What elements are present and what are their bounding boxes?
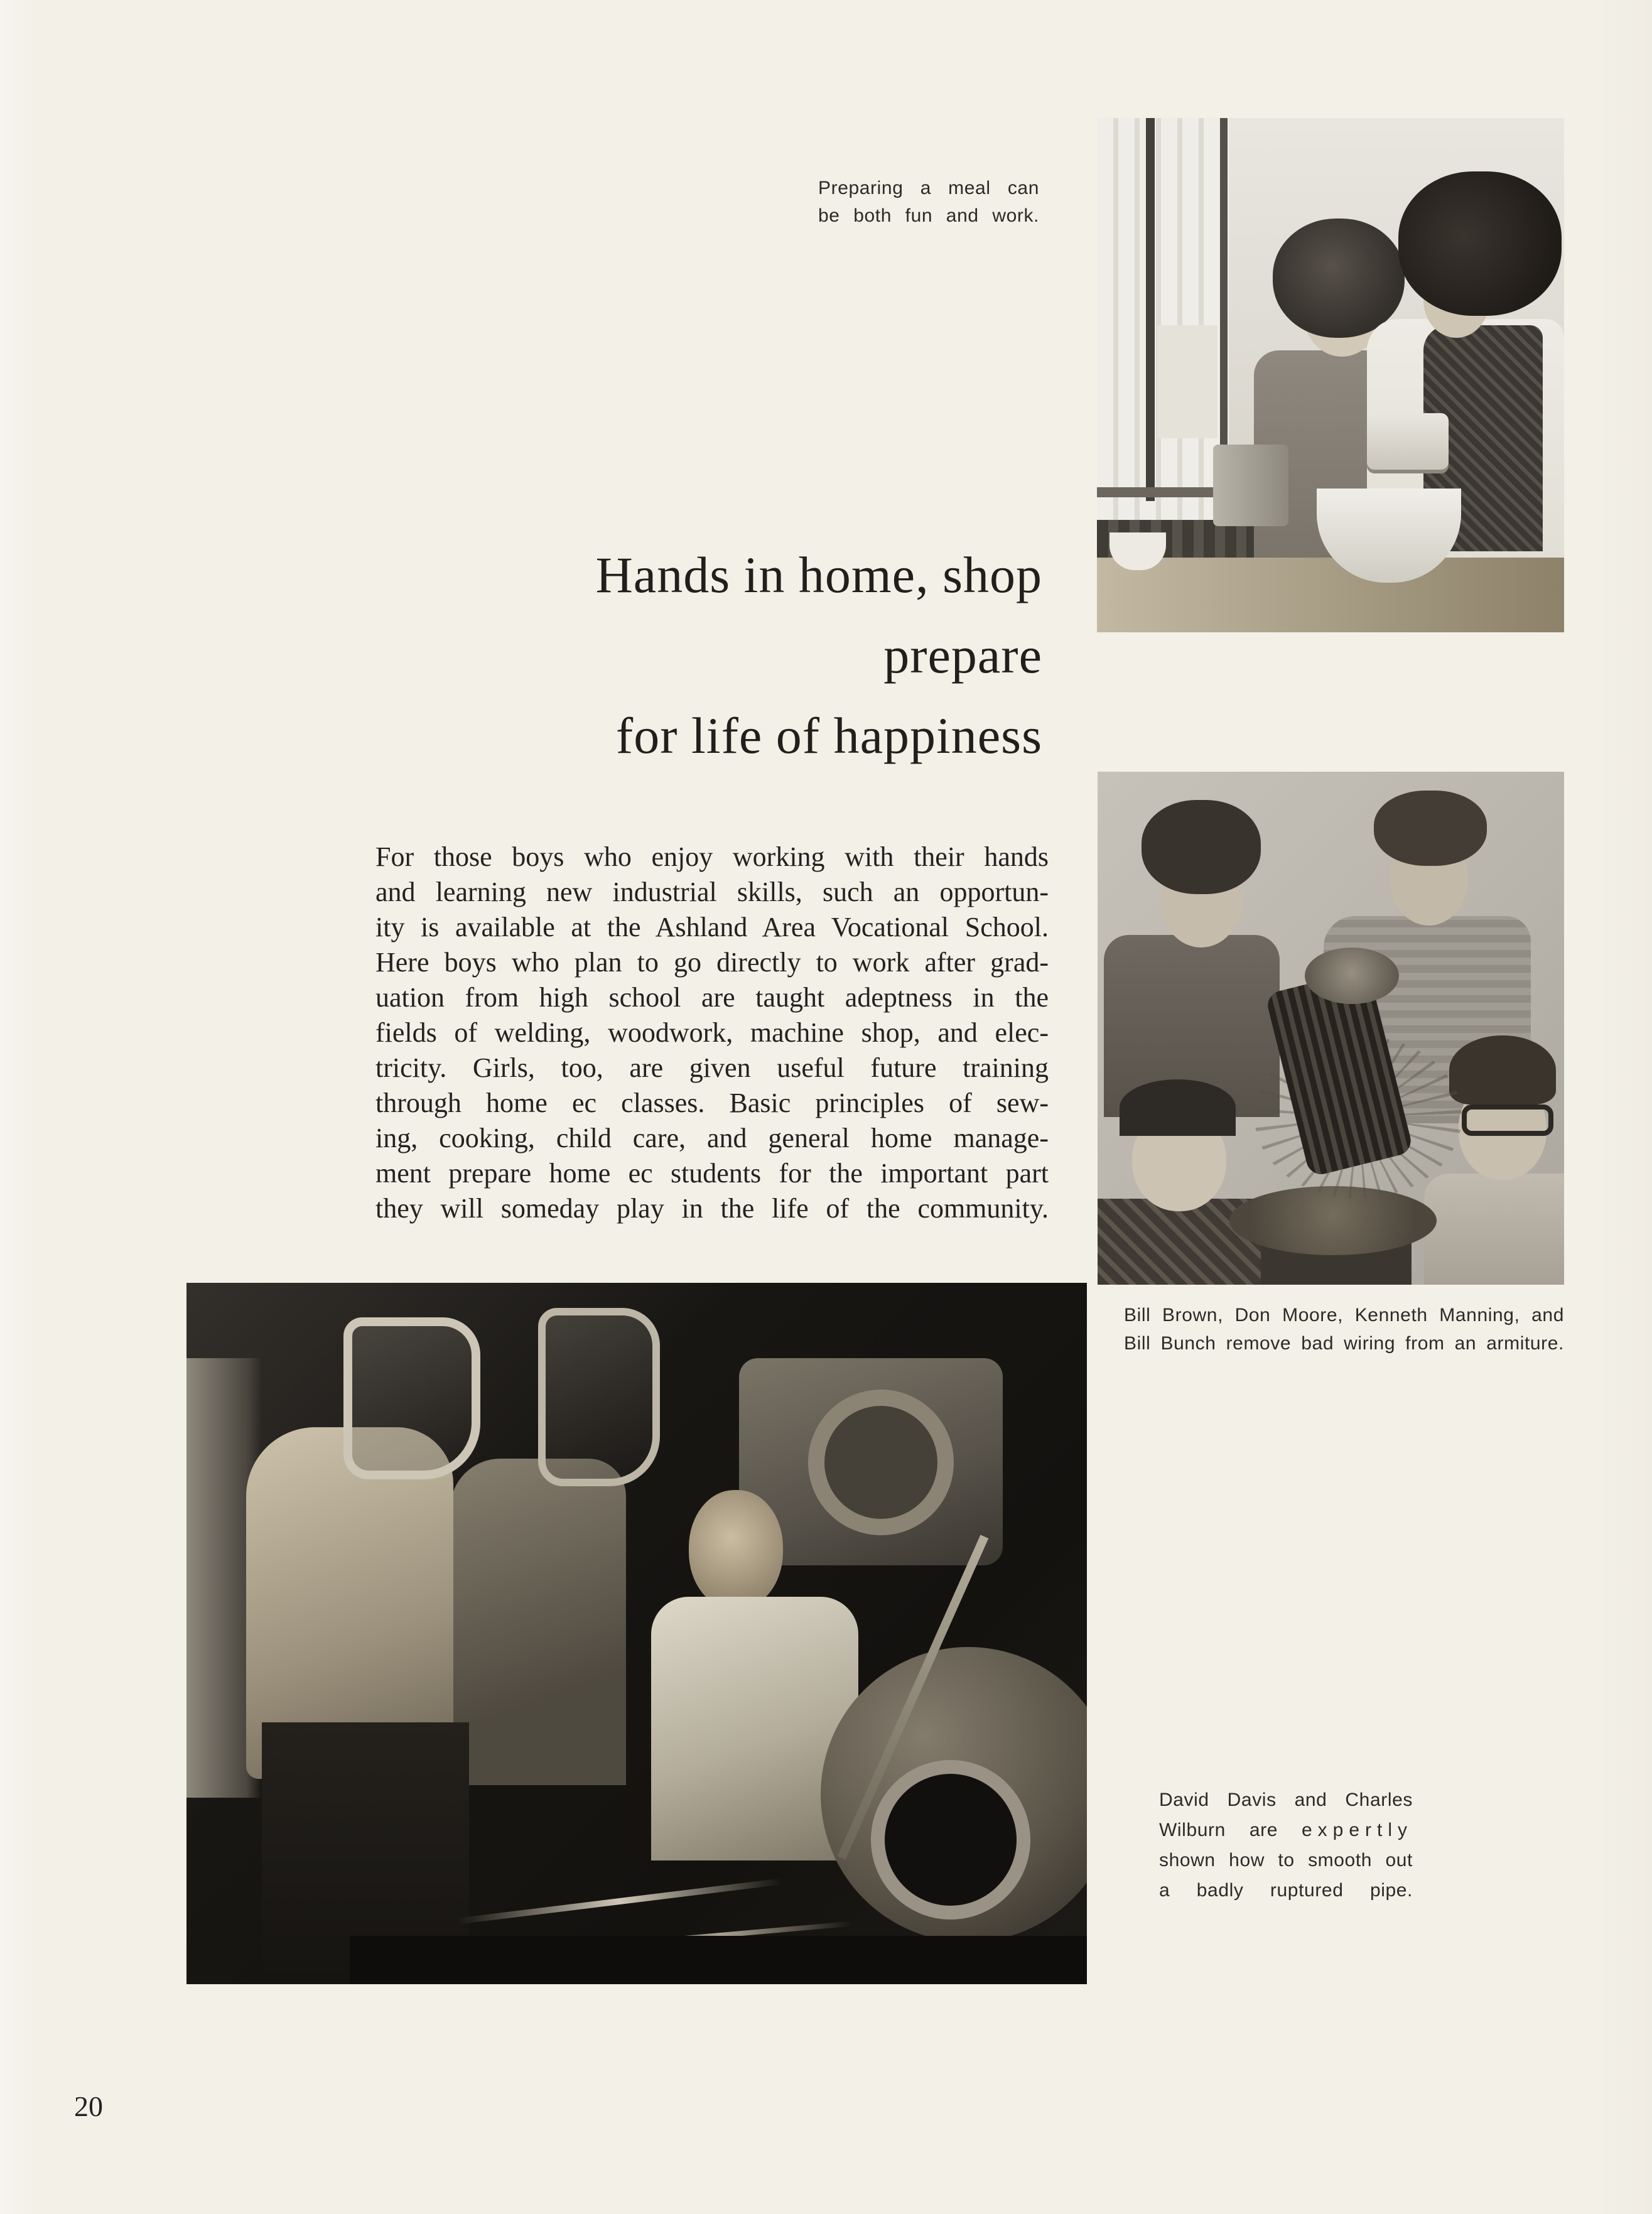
- photo-shape: [538, 1308, 660, 1486]
- photo-shape: [1157, 325, 1217, 438]
- caption-line: Bill Brown, Don Moore, Kenneth Manning, and: [1124, 1305, 1564, 1326]
- headline-line: prepare: [883, 627, 1042, 684]
- body-line: they will someday play in the life of the community.: [375, 1193, 1049, 1224]
- photo-shape: [808, 1390, 954, 1535]
- photo-shape: [1213, 445, 1288, 526]
- photo-shape: [689, 1490, 783, 1609]
- caption-cooking: [818, 175, 1039, 230]
- photo-shape: [1398, 171, 1562, 316]
- caption-line: a badly ruptured pipe.: [1159, 1880, 1413, 1901]
- caption-line-part-spaced: expertly: [1301, 1820, 1413, 1840]
- photo-shape: [350, 1936, 1087, 1984]
- page-number: 20: [74, 2090, 103, 2122]
- body-line: uation from high school are taught adeptness in the: [375, 982, 1049, 1013]
- body-line: ment prepare home ec students for the important part: [375, 1158, 1049, 1189]
- body-line: fields of welding, woodwork, machine shop, and elec-: [375, 1017, 1049, 1048]
- page-title: [377, 535, 1042, 776]
- photo-shape: [450, 1459, 626, 1785]
- photo-shape: [343, 1317, 480, 1479]
- headline-line: Hands in home, shop: [595, 546, 1042, 603]
- caption-line: be both fun and work.: [818, 205, 1039, 226]
- caption-line: Bill Bunch remove bad wiring from an armiture.: [1124, 1333, 1564, 1354]
- photo-shape: [1229, 1186, 1437, 1255]
- body-line: Here boys who plan to go directly to work after grad-: [375, 947, 1049, 978]
- body-paragraph: [375, 840, 1049, 1226]
- caption-line: Preparing a meal can: [818, 178, 1039, 198]
- caption-line-part: Wilburn are: [1159, 1820, 1278, 1840]
- photo-shape: [1449, 1035, 1556, 1104]
- caption-line: [1159, 1815, 1413, 1845]
- body-line: and learning new industrial skills, such an opportun-: [375, 877, 1049, 907]
- photo-shape: [457, 1878, 782, 1924]
- photo-shape: [1146, 118, 1155, 501]
- photo-shape: [1462, 1104, 1553, 1136]
- photo-shape: [1097, 558, 1564, 632]
- photo-machine-shop: [186, 1283, 1087, 1984]
- photo-shape: [1120, 1079, 1236, 1136]
- photo-shape: [871, 1760, 1030, 1920]
- photo-armature-group: [1098, 772, 1564, 1285]
- caption-pipe: [1159, 1785, 1413, 1906]
- photo-shape: [1273, 219, 1405, 338]
- photo-home-ec-cooking: [1097, 118, 1564, 632]
- photo-shape: [1367, 413, 1449, 470]
- photo-shape: [1424, 1174, 1564, 1285]
- body-line: For those boys who enjoy working with their hands: [375, 841, 1049, 872]
- photo-shape: [1142, 800, 1261, 894]
- caption-line: David Davis and Charles: [1159, 1790, 1413, 1810]
- headline-line: for life of happiness: [615, 707, 1042, 764]
- body-line: ing, cooking, child care, and general home manage-: [375, 1123, 1049, 1153]
- body-line: ity is available at the Ashland Area Vocational School.: [375, 912, 1049, 942]
- body-line: through home ec classes. Basic principles of sew-: [375, 1088, 1049, 1118]
- body-line: tricity. Girls, too, are given useful future training: [375, 1052, 1049, 1083]
- caption-armature: [1124, 1301, 1564, 1358]
- photo-shape: [1374, 791, 1487, 866]
- caption-line: shown how to smooth out: [1159, 1850, 1413, 1871]
- photo-shape: [1097, 118, 1229, 520]
- photo-shape: [1305, 948, 1399, 1004]
